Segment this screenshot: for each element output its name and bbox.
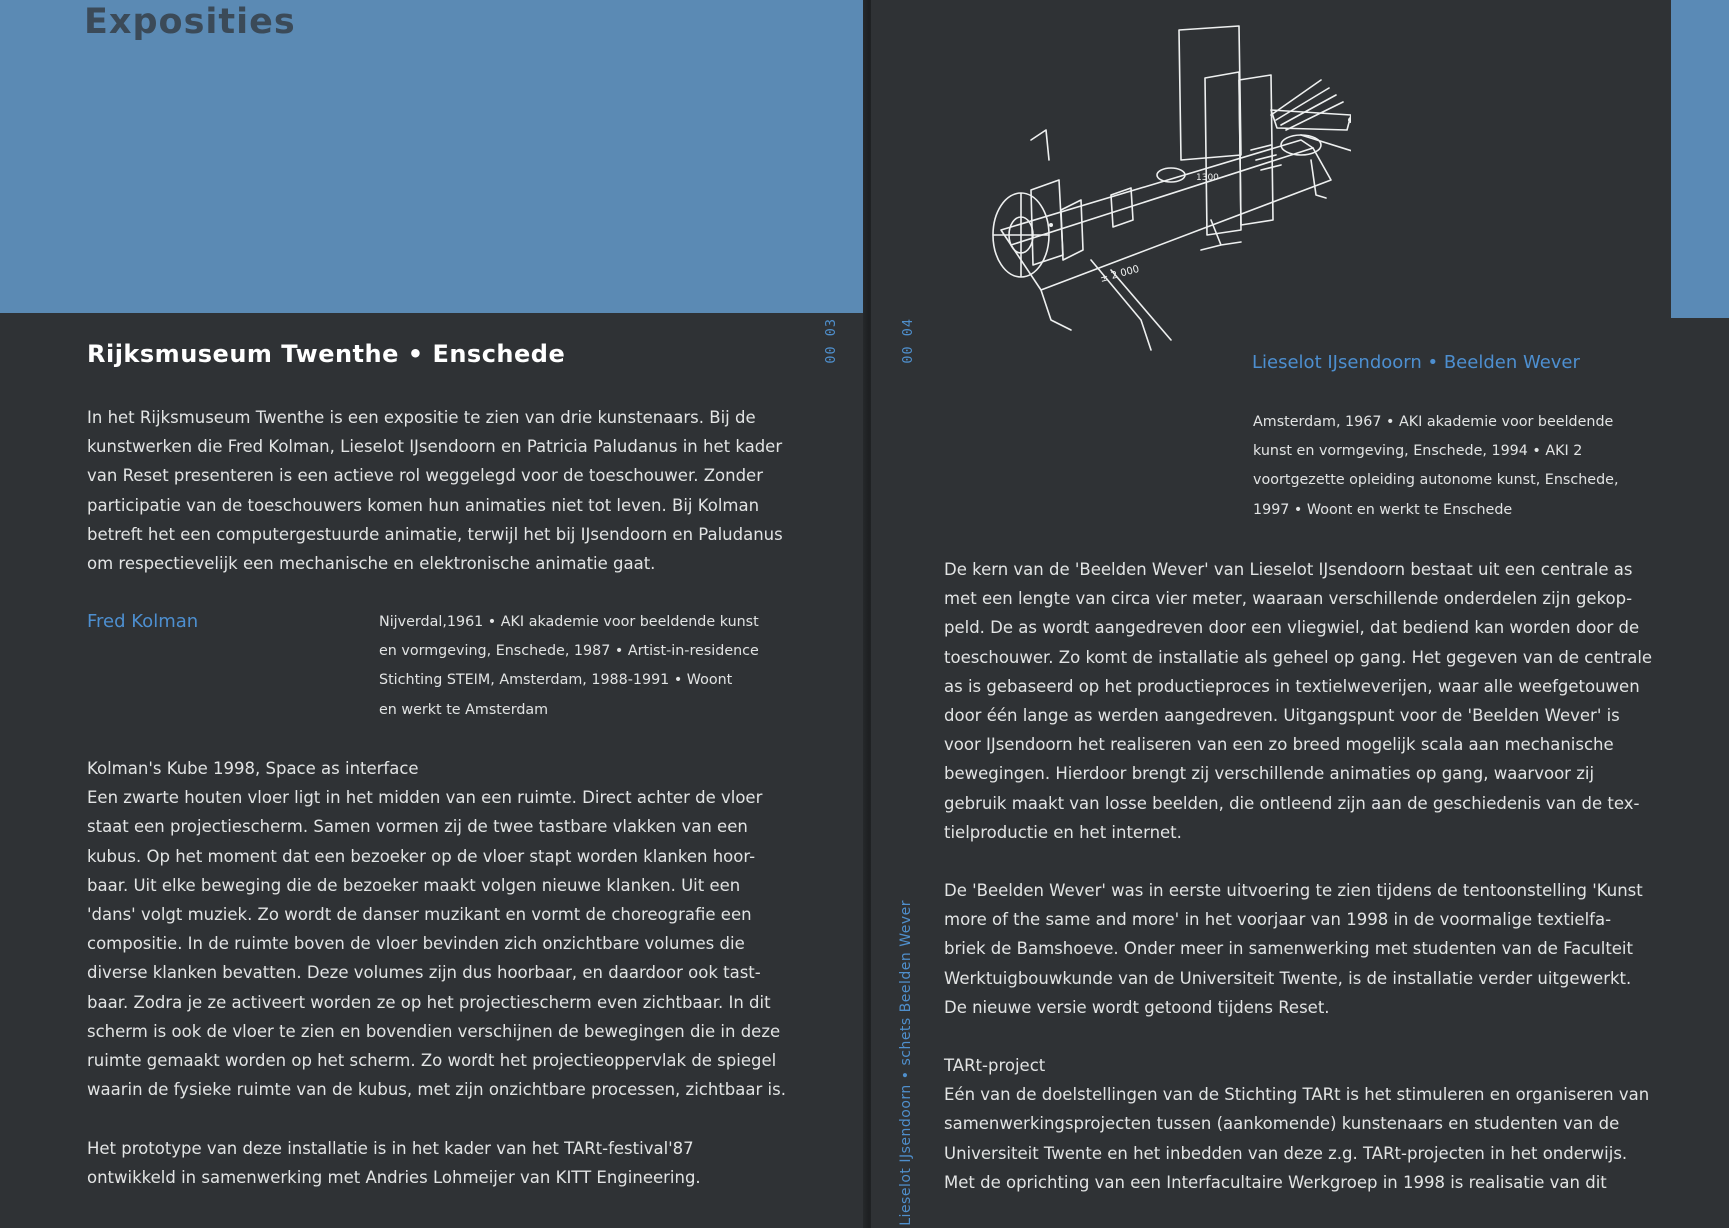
text-line: Een zwarte houten vloer ligt in het midden van een ruimte. Direct achter de vloer: [87, 788, 763, 808]
text-line: bewegingen. Hierdoor brengt zij verschillende animaties op gang, waarvoor zij: [944, 764, 1595, 784]
text-line: participatie van de toeschouwers komen hun animaties niet tot leven. Bij Kolman: [87, 495, 760, 515]
text-line: Werktuigbouwkunde van de Universiteit Twente, is de installatie verder uitgewerkt.: [944, 968, 1632, 988]
subhead: TARt-project: [944, 1056, 1046, 1075]
work-title: Kolman's Kube 1998, Space as interface: [87, 759, 419, 778]
text-line: scherm is ook de vloer te zien en bovendien verschijnen de bewegingen die in deze: [87, 1021, 781, 1041]
text-line: De 'Beelden Wever' was in eerste uitvoering te zien tijdens de tentoonstelling 'Kunst: [944, 881, 1643, 900]
text-line: briek de Bamshoeve. Onder meer in samenwerking met studenten van de Faculteit: [944, 939, 1633, 959]
text-line: 'dans' volgt muziek. Zo wordt de danser muzikant en vormt de choreografie een: [87, 905, 752, 925]
text-line: kubus. Op het moment dat een bezoeker op de vloer stapt worden klanken hoor-: [87, 846, 756, 866]
text-line: ontwikkeld in samenwerking met Andries Lohmeijer van KITT Engineering.: [87, 1168, 701, 1188]
text-line: De kern van de 'Beelden Wever' van Lieselot IJsendoorn bestaat uit een centrale as: [944, 560, 1633, 579]
text-line: waarin de fysieke ruimte van de kubus, met zijn onzichtbare processen, zichtbaar is.: [87, 1080, 786, 1100]
text-line: peld. De as wordt aangedreven door een vliegwiel, dat bediend kan worden door de: [944, 618, 1640, 638]
right-page: [871, 0, 1729, 1228]
beelden-wever-sketch: [971, 20, 1351, 370]
text-line: as is gebaseerd op het productieproces in textielweverijen, waar alle weefgetouwen: [944, 676, 1640, 696]
page-code: 00 04: [900, 318, 916, 364]
text-line: door één lange as werden aangedreven. Uitgangspunt voor de 'Beelden Wever' is: [944, 706, 1620, 726]
page-code: 00 03: [823, 318, 839, 364]
text-line: om respectievelijk een mechanische en elektronische animatie gaat.: [87, 554, 656, 574]
text-line: en werkt te Amsterdam: [379, 701, 549, 718]
text-line: kunstwerken die Fred Kolman, Lieselot IJsendoorn en Patricia Paludanus in het kader: [87, 437, 783, 457]
text-line: met een lengte van circa vier meter, waaraan verschillende onderdelen zijn gekop-: [944, 589, 1633, 609]
text-line: gebruik maakt van losse beelden, die ontleend zijn aan de geschiedenis van de tex-: [944, 793, 1640, 813]
text-line: baar. Uit elke beweging die de bezoeker maakt volgen nieuwe klanken. Uit een: [87, 875, 741, 895]
text-line: Amsterdam, 1967 • AKI akademie voor beeldende: [1253, 414, 1614, 430]
artist-heading: Lieselot IJsendoorn • Beelden Wever: [1252, 352, 1580, 373]
paragraph-1: [944, 555, 1704, 847]
text-line: Nijverdal,1961 • AKI akademie voor beeldende kunst: [379, 614, 759, 630]
paragraph-3: [944, 1051, 1704, 1197]
text-line: samenwerkingsprojecten tussen (aankomende) kunstenaars en studenten van de: [944, 1114, 1620, 1134]
text-line: voortgezette opleiding autonome kunst, Enschede,: [1253, 472, 1619, 489]
text-line: baar. Zodra je ze activeert worden ze op het projectiescherm even zichtbaar. In dit: [87, 992, 771, 1012]
venue-heading: Rijksmuseum Twenthe • Enschede: [87, 340, 566, 368]
text-line: en vormgeving, Enschede, 1987 • Artist-in-residence: [379, 643, 759, 660]
paragraph-2: [944, 876, 1704, 1022]
text-line: 1997 • Woont en werkt te Enschede: [1253, 501, 1513, 518]
artist-name: Fred Kolman: [87, 611, 199, 632]
sketch-label: ± 2 000: [1098, 263, 1141, 285]
text-line: ruimte gemaakt worden op het scherm. Zo wordt het projectieoppervlak de spiegel: [87, 1051, 777, 1071]
text-line: toeschouwer. Zo komt de installatie als geheel op gang. Het gegeven van de centrale: [944, 647, 1653, 667]
text-line: Eén van de doelstellingen van de Stichting TARt is het stimuleren en organiseren van: [944, 1085, 1650, 1105]
text-line: In het Rijksmuseum Twenthe is een expositie te zien van drie kunstenaars. Bij de: [87, 408, 756, 427]
header-band: [0, 0, 867, 313]
work-paragraph: [87, 754, 807, 1104]
artist-bio: [379, 608, 819, 725]
sketch-label: 1300: [1196, 173, 1219, 183]
section-title: Exposities: [84, 2, 296, 42]
closing-paragraph: [87, 1134, 807, 1192]
text-line: compositie. In de ruimte boven de vloer bevinden zich onzichtbare volumes die: [87, 934, 745, 954]
text-line: Stichting STEIM, Amsterdam, 1988-1991 • Woont: [379, 672, 733, 689]
edge-band: [1671, 0, 1729, 318]
text-line: staat een projectiescherm. Samen vormen zij de twee tastbare vlakken van een: [87, 817, 748, 837]
text-line: van Reset presenteren is een actieve rol weggelegd voor de toeschouwer. Zonder: [87, 466, 763, 486]
text-line: Het prototype van deze installatie is in het kader van het TARt-festival'87: [87, 1139, 694, 1158]
artist-bio: [1253, 408, 1683, 525]
text-line: voor IJsendoorn het realiseren van een zo breed mogelijk scala aan mechanische: [944, 735, 1614, 755]
text-line: Universiteit Twente en het inbedden van deze z.g. TARt-projecten in het onderwijs.: [944, 1143, 1628, 1163]
text-line: Met de oprichting van een Interfacultaire Werkgroep in 1998 is realisatie van dit: [944, 1172, 1607, 1192]
text-line: diverse klanken bevatten. Deze volumes zijn dus hoorbaar, en daardoor ook tast-: [87, 963, 761, 983]
text-line: kunst en vormgeving, Enschede, 1994 • AKI 2: [1253, 443, 1583, 460]
intro-paragraph: [87, 403, 807, 578]
text-line: De nieuwe versie wordt getoond tijdens Reset.: [944, 997, 1330, 1017]
text-line: more of the same and more' in het voorjaar van 1998 in de voormalige textielfa-: [944, 910, 1612, 930]
vertical-caption: Lieselot IJsendoorn • schets Beelden Wever: [898, 900, 914, 1226]
text-line: betreft het een computergestuurde animatie, terwijl het bij IJsendoorn en Paludanus: [87, 524, 783, 544]
text-line: tielproductie en het internet.: [944, 822, 1182, 842]
